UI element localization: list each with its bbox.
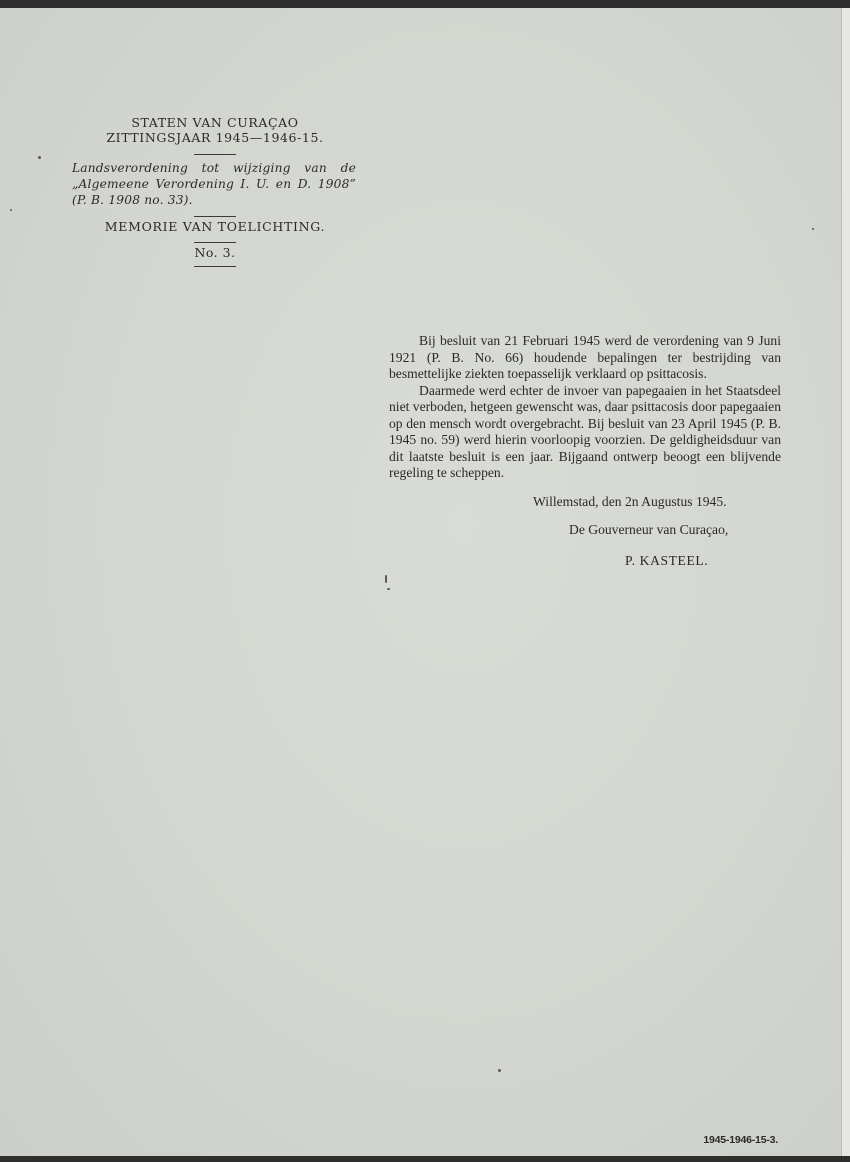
paper-speck <box>38 156 41 159</box>
footer-code: 1945-1946-15-3. <box>703 1134 778 1146</box>
body-paragraph: Daarmede werd echter de invoer van papegaaien in het Staatsdeel niet verboden, hetgeen gewenscht was, daar psittacosis door papegaaien op den mensch wordt overgebracht. Bij besluit van 23 April 1945 (P. B. 1945 no. 59) werd hierin voorloopig voorzien. De geldigheidsduur van dit laatste besluit is een jaar. Bijgaand ontwerp beoogt een blijvende regeling te scheppen. <box>389 382 781 480</box>
body-paragraph: Bij besluit van 21 Februari 1945 werd de verordening van 9 Juni 1921 (P. B. No. 66) houdende bepalingen ter bestrijding van besmettelijke ziekten toepasselijk verklaard op psittacosis. <box>389 333 781 381</box>
paper-speck <box>385 575 387 583</box>
memorie-heading: MEMORIE VAN TOELICHTING. <box>104 219 326 234</box>
document-header <box>70 115 360 272</box>
document-number: No. 3. <box>194 245 236 260</box>
paper-speck <box>812 228 814 230</box>
paper-speck <box>498 1069 501 1072</box>
paper-speck <box>387 588 390 590</box>
document-subject: Landsverordening tot wijziging van de „Algemeene Verordening I. U. en D. 1908” (P. B. 1908 no. 33). <box>72 161 356 207</box>
paper-sheet <box>0 8 842 1156</box>
divider-rule <box>194 266 236 267</box>
signature-role: De Gouverneur van Curaçao, <box>569 522 729 537</box>
document-title: STATEN VAN CURAÇAO <box>131 115 299 130</box>
session-year: ZITTINGSJAAR 1945—1946-15. <box>106 130 324 145</box>
paper-speck <box>10 209 12 211</box>
divider-rule <box>194 242 236 243</box>
memorie-body <box>389 333 781 482</box>
signature-name: P. KASTEEL. <box>625 553 709 568</box>
divider-rule <box>194 154 236 155</box>
paper-edge <box>841 8 850 1156</box>
divider-rule <box>194 216 236 217</box>
signature-place-date: Willemstad, den 2n Augustus 1945. <box>533 494 727 509</box>
